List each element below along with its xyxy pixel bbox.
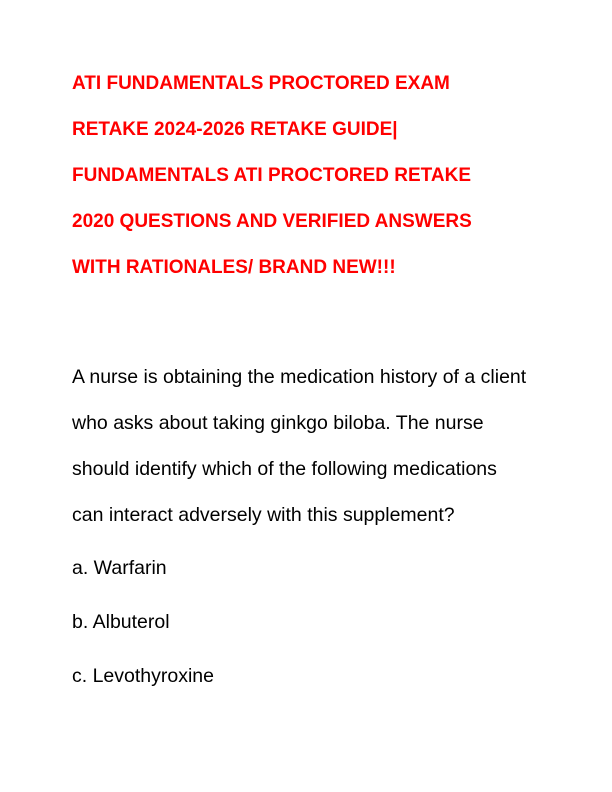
question-line-3: should identify which of the following medications (72, 458, 497, 480)
option-a: a. Warfarin (72, 557, 167, 579)
title-line-3: FUNDAMENTALS ATI PROCTORED RETAKE (72, 165, 471, 186)
title-line-4: 2020 QUESTIONS AND VERIFIED ANSWERS (72, 211, 472, 232)
question-line-2: who asks about taking ginkgo biloba. The nurse (72, 412, 484, 434)
question-line-4: can interact adversely with this supplement? (72, 504, 455, 526)
option-c: c. Levothyroxine (72, 665, 214, 687)
title-line-5: WITH RATIONALES/ BRAND NEW!!! (72, 257, 396, 278)
title-line-1: ATI FUNDAMENTALS PROCTORED EXAM (72, 73, 450, 94)
title-line-2: RETAKE 2024-2026 RETAKE GUIDE| (72, 119, 398, 140)
question-line-1: A nurse is obtaining the medication history of a client (72, 366, 527, 388)
option-b: b. Albuterol (72, 611, 170, 633)
